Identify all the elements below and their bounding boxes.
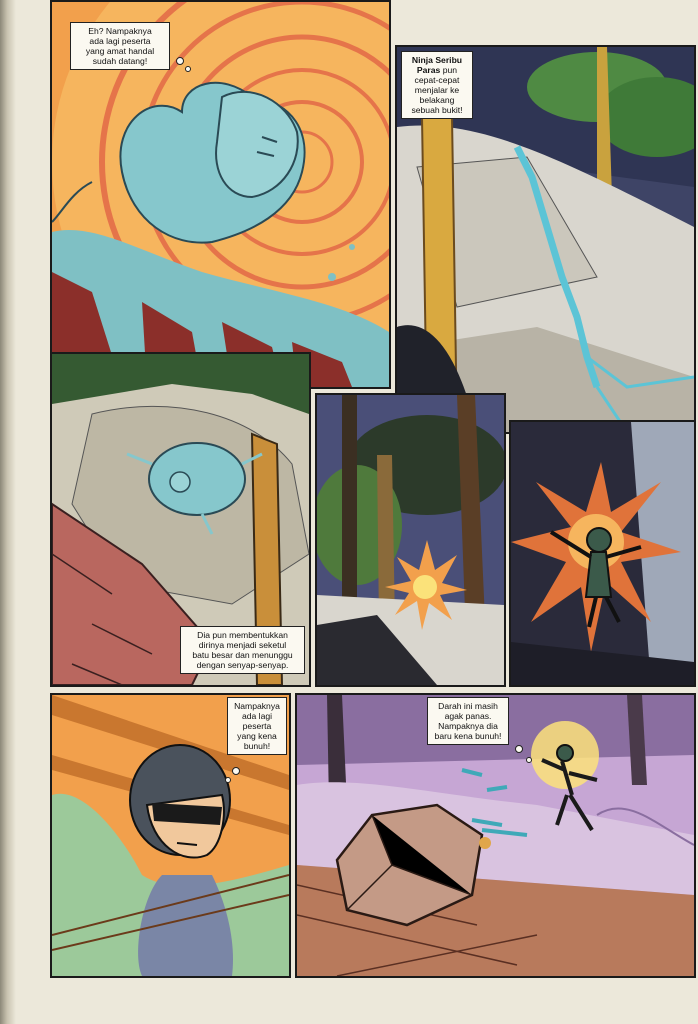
panel-rock-clearing (295, 693, 696, 978)
forest-explosion-art (317, 395, 504, 685)
ninja-leap-art (511, 422, 694, 685)
thought-dot (232, 767, 240, 775)
narration-caption-ninja (401, 51, 473, 119)
thought-dot (225, 777, 231, 783)
thought-dot (185, 66, 191, 72)
panel-forest-explosion (315, 393, 506, 687)
caption-name: Ninja Seribu Paras (411, 55, 463, 75)
speech-bubble-darah: Darah ini masih agak panas. Nampaknya dia baru kena bunuh! (427, 697, 509, 745)
thought-dot (176, 57, 184, 65)
caption-rest: pun cepat-cepat menjalar ke belakang sebuah bukit! (411, 65, 463, 115)
speech-bubble-nampaknya: Nampaknya ada lagi peserta yang kena bunuh! (227, 697, 287, 755)
panel-boulder-form (50, 352, 311, 687)
panel-hero-closeup (50, 693, 291, 978)
panel-ninja-leap (509, 420, 696, 687)
panel-water-figure (50, 0, 391, 389)
panel-forest-hill (395, 45, 696, 434)
thought-dot (515, 745, 523, 753)
thought-dot (526, 757, 532, 763)
narration-caption-boulder: Dia pun membentukkan dirinya menjadi seketul batu besar dan menunggu dengan senyap-senyap. (180, 626, 305, 674)
page-spine (0, 0, 16, 1024)
speech-bubble-eh: Eh? Nampaknya ada lagi peserta yang amat handal sudah datang! (70, 22, 170, 70)
